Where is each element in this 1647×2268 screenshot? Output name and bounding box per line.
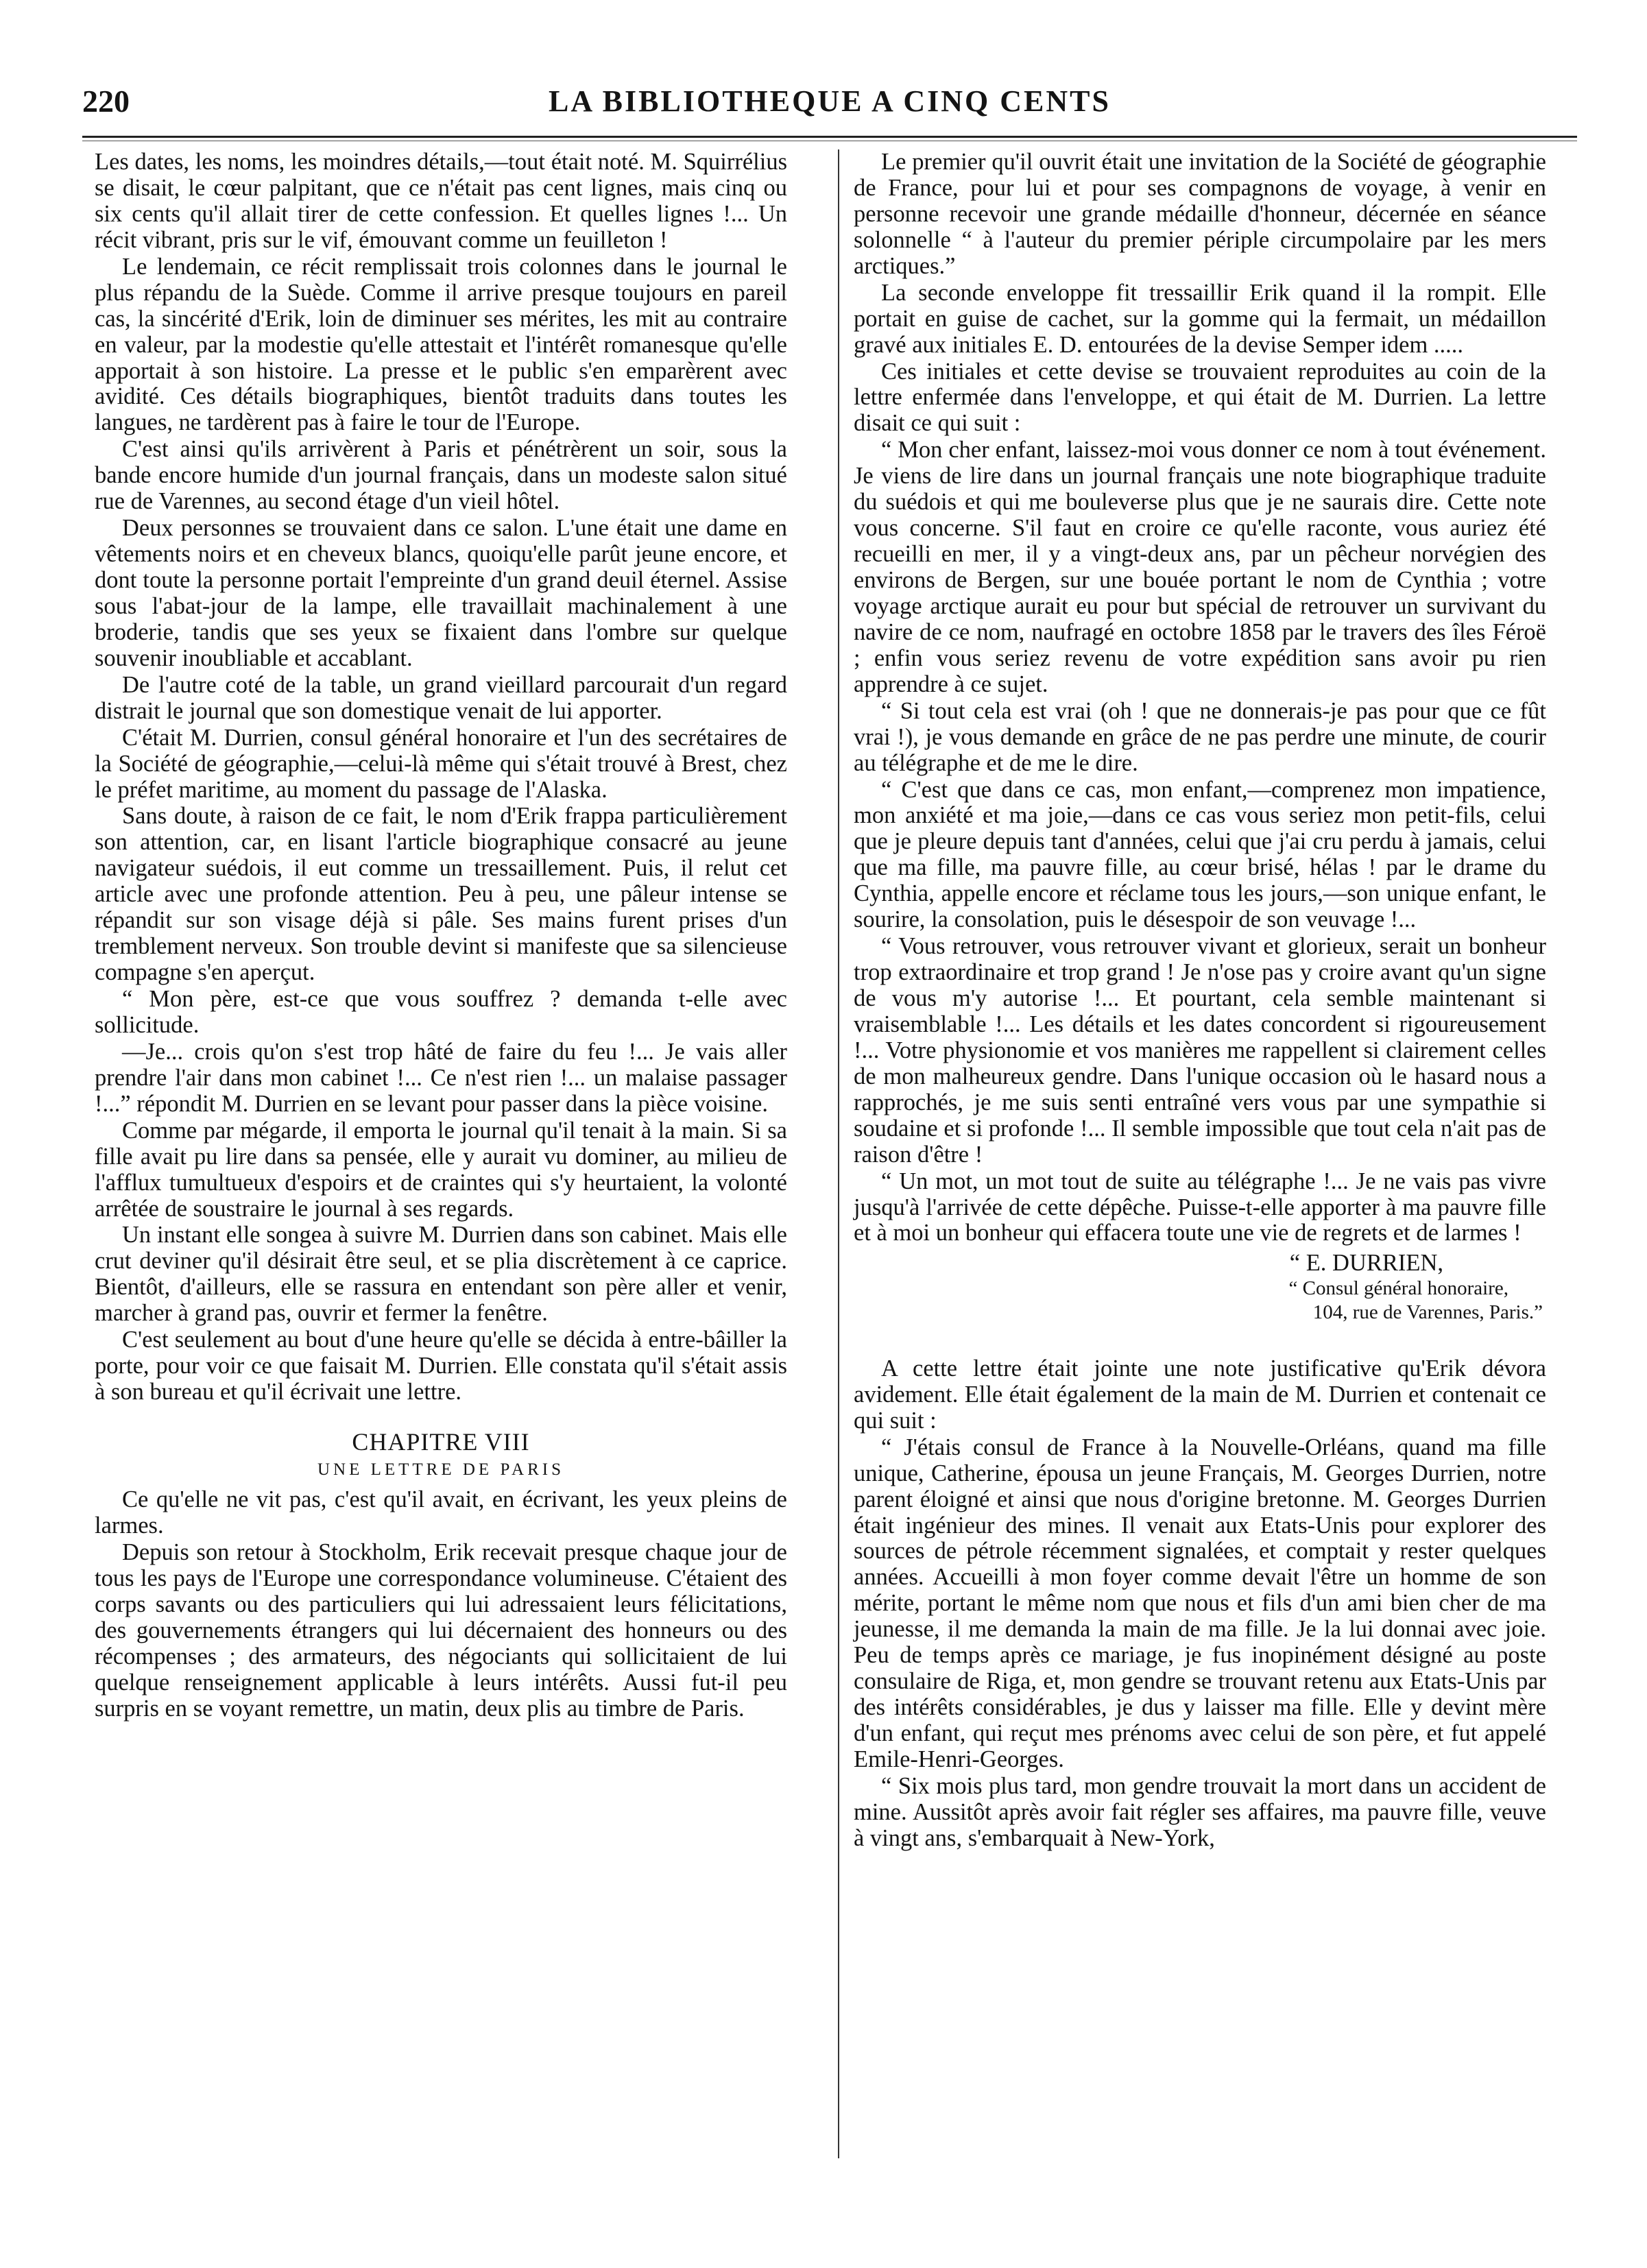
paragraph: Le lendemain, ce récit remplissait trois colonnes dans le journal le plus répandu de la Suède. Comme il arrive presque toujours en pareil cas, la sincérité d'Erik, loin de diminuer ses mérites, les mit au contraire en valeur, par la modestie qu'elle attestait et l'intérêt romanesque qu'elle apportait à son histoire. La presse et le public s'en emparèrent avec avidité. Ces détails biographiques, bientôt traduits dans toutes les langues, ne tardèrent pas à faire le tour de l'Europe. [95, 253, 787, 436]
paragraph: Sans doute, à raison de ce fait, le nom d'Erik frappa particulièrement son attention, car, en lisant l'article biographique consacré au jeune navigateur suédois, il eut comme un tressaillement. Puis, il relut cet article avec une profonde attention. Peu à peu, une pâleur intense se répandit sur son visage déjà si pâle. Ses mains furent prises d'un tremblement nerveux. Son trouble devint si manifeste que sa silencieuse compagne s'en aperçut. [95, 803, 787, 986]
paragraph: Un instant elle songea à suivre M. Durrien dans son cabinet. Mais elle crut deviner qu'il désirait être seul, et se plia discrètement à ce caprice. Bientôt, d'ailleurs, elle se rassura en entendant son père aller et venir, marcher à grand pas, ouvrir et fermer la fenêtre. [95, 1222, 787, 1327]
running-title: LA BIBLIOTHEQUE A CINQ CENTS [548, 84, 1111, 118]
left-column [95, 149, 787, 1723]
letter-paragraph: “ Mon cher enfant, laissez-moi vous donner ce nom à tout événement. Je viens de lire dans un journal français une note biographique traduite du suédois et qui me bouleverse plus que je ne saurais dire. Cette note vous concerne. S'il faut en croire ce qu'elle raconte, vous auriez été recueilli en mer, il y a vingt-deux ans, par un pêcheur norvégien des environs de Bergen, sur une bouée portant le nom de Cynthia ; votre voyage arctique aurait eu pour but spécial de retrouver un survivant du navire de ce nom, naufragé en octobre 1858 par le travers des îles Féroë ; enfin vous seriez revenu de votre expédition sans avoir pu rien apprendre à ce sujet. [854, 437, 1546, 697]
note-paragraph: “ J'étais consul de France à la Nouvelle-Orléans, quand ma fille unique, Catherine, épousa un jeune Français, M. Georges Durrien, notre parent éloigné et ainsi que nous d'origine bretonne. M. Georges Durrien était ingénieur des mines. Il venait aux Etats-Unis pour explorer des sources de pétrole récemment signalées, et comptait y rester quelques années. Accueilli à mon foyer comme devait l'être un homme de son mérite, portant le même nom que nous et fils d'un ami bien cher de ma jeunesse, il me demanda la main de ma fille. Je la lui donnai avec joie. Peu de temps après ce mariage, je fus inopinément désigné au poste consulaire de Riga, et, mon gendre se trouvant retenu aux Etats-Unis par des intérêts considérables, je dus y laisser ma fille. Elle y devint mère d'un enfant, qui reçut mes prénoms avec celui de son père, et fut appelé Emile-Henri-Georges. [854, 1434, 1546, 1772]
letter-paragraph: “ Un mot, un mot tout de suite au télégraphe !... Je ne vais pas vivre jusqu'à l'arrivée de cette dépêche. Puisse-t-elle apporter à ma pauvre fille et à moi un bonheur qui effacera toute une vie de regrets et de larmes ! [854, 1168, 1546, 1246]
paragraph: La seconde enveloppe fit tressaillir Erik quand il la rompit. Elle portait en guise de cachet, sur la gomme qui la fermait, un médaillon gravé aux initiales E. D. entourées de la devise Semper idem ..... [854, 279, 1546, 358]
paragraph: C'était M. Durrien, consul général honoraire et l'un des secrétaires de la Société de géographie,—celui-là même qui s'était trouvé à Brest, chez le préfet maritime, au moment du passage de l'Alaska. [95, 724, 787, 803]
letter-paragraph: “ C'est que dans ce cas, mon enfant,—comprenez mon impatience, mon anxiété et ma joie,—dans ce cas vous seriez mon petit-fils, celui que je pleure depuis tant d'années, celui que j'ai cru perdu à jamais, celui que ma fille, ma pauvre fille, au cœur brisé, hélas ! par le drame du Cynthia, appelle encore et réclame tous les jours,—son unique enfant, le sourire, la consolation, puis le désespoir de son veuvage !... [854, 776, 1546, 933]
paragraph: Ce qu'elle ne vit pas, c'est qu'il avait, en écrivant, les yeux pleins de larmes. [95, 1486, 787, 1539]
paragraph: C'est seulement au bout d'une heure qu'elle se décida à entre-bâiller la porte, pour voir ce que faisait M. Durrien. Elle constata qu'il s'était assis à son bureau et qu'il écrivait une lettre. [95, 1327, 787, 1406]
paragraph: —Je... crois qu'on s'est trop hâté de faire du feu !... Je vais aller prendre l'air dans mon cabinet !... Ce n'est rien !... un malaise passager !...” répondit M. Durrien en se levant pour passer dans la pièce voisine. [95, 1038, 787, 1117]
signature-title: “ Consul général honoraire, [1288, 1277, 1508, 1300]
chapter-title: CHAPITRE VIII [352, 1428, 530, 1456]
column-divider [838, 149, 839, 2158]
signature-address: 104, rue de Varennes, Paris.” [1312, 1301, 1543, 1324]
page-number: 220 [82, 84, 130, 119]
paragraph: A cette lettre était jointe une note justificative qu'Erik dévora avidement. Elle était également de la main de M. Durrien et contenait ce qui suit : [854, 1355, 1546, 1434]
paragraph: Depuis son retour à Stockholm, Erik recevait presque chaque jour de tous les pays de l'Europe une correspondance volumineuse. C'étaient des corps savants ou des particuliers qui lui adressaient leurs félicitations, des gouvernements étrangers qui lui décernaient des honneurs ou des récompenses ; des armateurs, des négociants qui sollicitaient de lui quelque renseignement applicable à leurs intérêts. Aussi fut-il peu surpris en se voyant remettre, un matin, deux plis au timbre de Paris. [95, 1539, 787, 1722]
note-paragraph: “ Six mois plus tard, mon gendre trouvait la mort dans un accident de mine. Aussitôt après avoir fait régler ses affaires, ma pauvre fille, veuve à vingt ans, s'embarquait à New-York, [854, 1772, 1546, 1851]
letter-paragraph: “ Si tout cela est vrai (oh ! que ne donnerais-je pas pour que ce fût vrai !), je vous demande en grâce de ne pas perdre une minute, de courir au télégraphe et de me le dire. [854, 697, 1546, 776]
paragraph: Comme par mégarde, il emporta le journal qu'il tenait à la main. Si sa fille avait pu lire dans sa pensée, elle y aurait vu dominer, au milieu de l'afflux tumultueux d'espoirs et de craintes qui s'y heurtaient, la volonté arrêtée de soustraire le journal à ses regards. [95, 1117, 787, 1222]
chapter-subtitle: UNE LETTRE DE PARIS [317, 1460, 565, 1479]
paragraph: De l'autre coté de la table, un grand vieillard parcourait d'un regard distrait le journal que son domestique venait de lui apporter. [95, 671, 787, 724]
paragraph: Le premier qu'il ouvrit était une invitation de la Société de géographie de France, pour lui et pour ses compagnons de voyage, à venir en personne recevoir une grande médaille d'honneur, décernée en séance solonnelle “ à l'auteur du premier périple circumpolaire par les mers arctiques.” [854, 149, 1546, 279]
right-column [854, 149, 1546, 1853]
paragraph: “ Mon père, est-ce que vous souffrez ? demanda t-elle avec sollicitude. [95, 986, 787, 1038]
paragraph: Deux personnes se trouvaient dans ce salon. L'une était une dame en vêtements noirs et en cheveux blancs, quoiqu'elle parût jeune encore, et dont toute la personne portait l'empreinte d'un grand deuil éternel. Assise sous l'abat-jour de la lampe, elle travaillait machinalement à une broderie, tandis que ses yeux se fixaient dans l'ombre sur quelque souvenir inoubliable et accablant. [95, 515, 787, 671]
paragraph: Ces initiales et cette devise se trouvaient reproduites au coin de la lettre enfermée dans l'enveloppe, et qui était de M. Durrien. La lettre disait ce qui suit : [854, 358, 1546, 437]
paragraph: Les dates, les noms, les moindres détails,—tout était noté. M. Squirrélius se disait, le cœur palpitant, que ce n'était pas cent lignes, mais cinq ou six cents qu'il allait tirer de cette confession. Et quelles lignes !... Un récit vibrant, pris sur le vif, émouvant comme un feuilleton ! [95, 149, 787, 253]
letter-signature: “ E. DURRIEN, [1289, 1250, 1443, 1277]
header-rule [82, 136, 1577, 141]
letter-paragraph: “ Vous retrouver, vous retrouver vivant et glorieux, serait un bonheur trop extraordinaire et trop grand ! Je n'ose pas y croire avant qu'un signe de vous m'y autorise !... Et pourtant, cela semble maintenant si vraisemblable !... Les détails et les dates concordent si rigoureusement !... Votre physionomie et vos manières me rappellent si clairement celles de mon malheureux gendre. Dans l'unique occasion où le hasard nous a rapprochés, je me suis senti entraîné vers vous par une sympathie si soudaine et si profonde !... Il semble impossible que tout cela n'ait pas de raison d'être ! [854, 933, 1546, 1168]
page-header [82, 81, 1577, 122]
paragraph: C'est ainsi qu'ils arrivèrent à Paris et pénétrèrent un soir, sous la bande encore humide d'un journal français, dans un modeste salon situé rue de Varennes, au second étage d'un vieil hôtel. [95, 436, 787, 515]
